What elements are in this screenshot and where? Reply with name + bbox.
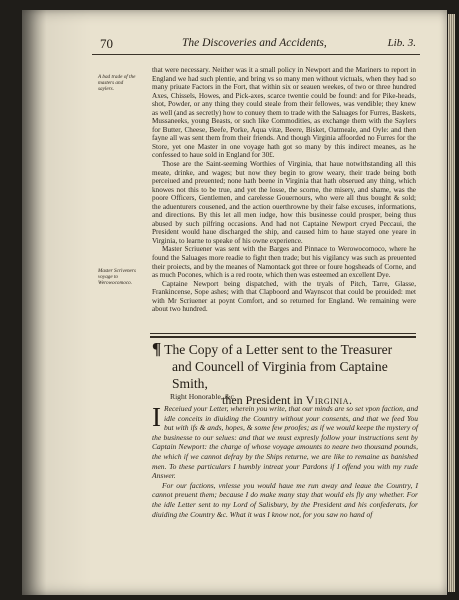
paragraph: that were necessary. Neither was it a small policy in Newport and the Mariners to report in England we had such plentie, and bring vs so many men without victuals, when they had so many priuate Factors in the Fort, that within six or seauen weekes, of two or three hundred Axes, Chissels, Howes, and Pick-axes, scarce twentie could be found: and for Pike-heads, shot, Powder, or any thing they could steale from their fellowes, was vendible; they knew as well (and as secretly) how to conuey them to trade with the Saluages for Furres, Baskets, Mussaneeks, young Beasts, or such like Commodities, as exchange them with the Saylers for Butter, Cheese, Beefe, Porke, Aqua vitæ, Beere, Bisket, Oatmeale, and Oyle: and then fayne all was sent them from their friends. And though Virginia affoorded no Furres for the Store, yet one Master in one voyage hath got so many by this indirect meanes, as he confessed to haue sold in England for 30£. <box>152 66 416 160</box>
letter-paragraph: For our factions, vnlesse you would haue me run away and leaue the Country, I cannot preuent them; because I do make many stay that would els fly any whether. For the idle Letter sent to my Lord of Salisbury, by the President and his confederats, for diuiding the Country &c. What it was I know not, for you saw no hand of <box>152 480 418 519</box>
page-edges <box>448 14 455 592</box>
drop-cap: I <box>152 402 161 432</box>
page-number: 70 <box>100 36 113 51</box>
title-line-2: and Councell of Virginia from Captaine Smith, <box>172 359 388 391</box>
pilcrow-icon: ¶ <box>152 339 162 358</box>
margin-note-bad-trade: A bad trade of the masters and saylers. <box>98 74 136 93</box>
letter-paragraph: I Receiued your Letter, wherein you write, that our minds are so set vpon faction, and idle conceits in diuiding the Country without your consents, and that we feed You but with ifs & ands, hopes, & some few proofes; as if we would keepe the mystery of the businesse to our selues: and that we must expresly follow your instructions sent by Captain Newport: the charge of whose voyage amounts to neare two thousand pounds, the which if we cannot defray by the Ships returne, we are like to remaine as banished men. To these particulars I humbly intreat your Pardons if I offend you with my rude Answer. <box>152 402 418 481</box>
running-title: The Discoveries and Accidents, <box>182 37 327 49</box>
running-header <box>92 32 420 55</box>
title-line-3: then President in Virginia. <box>222 393 353 407</box>
paragraph: Those are the Saint-seeming Worthies of Virginia, that haue notwithstanding all this meate, drinke, and wages; but now they begin to grow weary, their trade being both perceiued and preuented; none hath beene in Virginia that hath obserued any thing, which knowes not this to be true, and yet the losse, the scorne, the misery, and shame, was the poore Officers, Gentlemen, and carelesse Gouernours, who were all thus bought & sold; the aduenturers cousened, and the action ouerthrowne by their false excuses, informations, and directions. By this let all men iudge, how this businesse could prosper, being thus abused by such pilfring occasions. And had not Captaine Newport cryed Peccaui, the President would haue discharged the ship, and caused him to haue stayed one yeare in Virginia, to learne to speake of his owne experience. <box>152 160 416 245</box>
salutation: Right Honorable, &c. <box>170 392 236 401</box>
letter-body <box>152 404 418 519</box>
body-text <box>152 66 416 314</box>
section-rule-top <box>150 333 416 334</box>
book-number: Lib. 3. <box>387 37 416 49</box>
page-gutter-shadow <box>22 10 92 595</box>
paragraph: Captaine Newport being dispatched, with the tryals of Pitch, Tarre, Glasse, Frankincense, Sope ashes; with that Clapboord and Waynscot that could be prouided: met with Mr Scriuener at poynt Comfort, and so returned for England. We remaining were about two hundred. <box>152 279 416 314</box>
section-rule-double <box>150 336 416 338</box>
paragraph: Master Scriuener was sent with the Barges and Pinnace to Werowocomoco, where he found the Saluages more readie to fight then trade; but his vigilancy was such as preuented their proiects, and by the meanes of Namontack got three or foure hogsheads of Corne, and as much Pocones, which is a red roote, which then was esteemed an excellent Dye. <box>152 245 416 280</box>
margin-note-scrivener: Master Scriveners voyage to Werowocomoco. <box>98 268 136 287</box>
title-line-1: ¶ The Copy of a Letter sent to the Treasurer <box>152 339 393 358</box>
